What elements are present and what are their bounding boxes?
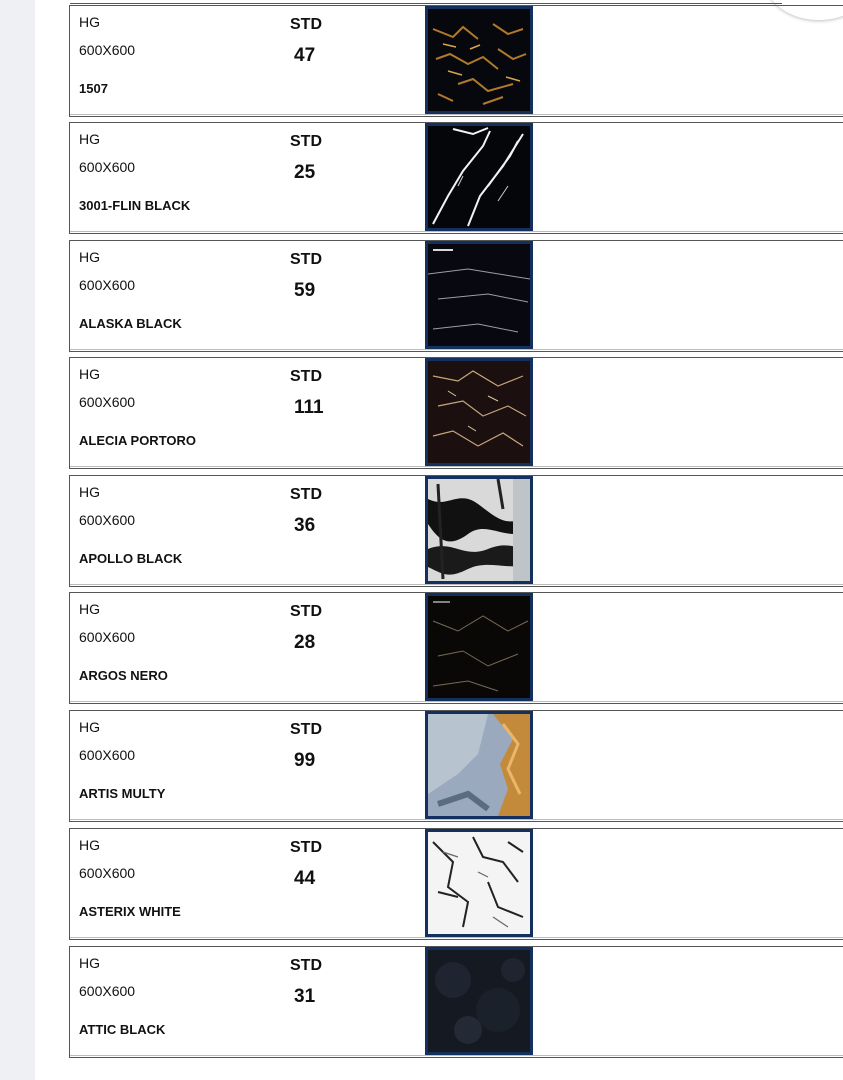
quantity-value: 59	[294, 280, 316, 301]
quantity-value: 99	[294, 750, 316, 771]
series-label: HG	[79, 366, 100, 382]
quantity-value: 28	[294, 632, 316, 653]
series-label: HG	[79, 249, 100, 265]
size-label: 600X600	[79, 629, 136, 645]
series-label: HG	[79, 955, 100, 971]
series-label: HG	[79, 601, 100, 617]
size-label: 600X600	[79, 42, 136, 58]
tile-image	[425, 476, 533, 584]
series-label: HG	[79, 484, 100, 500]
grade-label: STD	[290, 368, 322, 385]
quantity-value: 36	[294, 515, 316, 536]
table-row	[69, 592, 843, 704]
viewer-left-gutter	[0, 0, 35, 1080]
series-label: HG	[79, 837, 100, 853]
tile-image	[425, 123, 533, 231]
product-name: ARTIS MULTY	[79, 786, 166, 801]
size-label: 600X600	[79, 394, 136, 410]
product-name: ARGOS NERO	[79, 668, 168, 683]
quantity-value: 25	[294, 162, 316, 183]
tile-image	[425, 241, 533, 349]
size-label: 600X600	[79, 512, 136, 528]
tile-image	[425, 6, 533, 114]
product-name: ATTIC BLACK	[79, 1022, 166, 1037]
grade-label: STD	[290, 133, 322, 150]
tile-image	[425, 358, 533, 466]
size-label: 600X600	[79, 983, 136, 999]
grade-label: STD	[290, 16, 322, 33]
tile-image	[425, 947, 533, 1055]
grade-label: STD	[290, 839, 322, 856]
table-row	[69, 946, 843, 1058]
table-row	[69, 122, 843, 234]
grade-label: STD	[290, 486, 322, 503]
product-name: ASTERIX WHITE	[79, 904, 181, 919]
product-name: ALECIA PORTORO	[79, 433, 197, 448]
table-row	[69, 710, 843, 822]
grade-label: STD	[290, 721, 322, 738]
quantity-value: 31	[294, 986, 316, 1007]
size-label: 600X600	[79, 865, 136, 881]
tile-image	[425, 829, 533, 937]
size-label: 600X600	[79, 747, 136, 763]
table-row	[69, 240, 843, 352]
product-name: APOLLO BLACK	[79, 551, 183, 566]
series-label: HG	[79, 719, 100, 735]
quantity-value: 47	[294, 45, 316, 66]
table-row	[69, 357, 843, 469]
size-label: 600X600	[79, 277, 136, 293]
table-row	[69, 828, 843, 940]
table-row	[69, 5, 843, 117]
tile-image	[425, 593, 533, 701]
product-name: 1507	[79, 81, 108, 96]
grade-label: STD	[290, 957, 322, 974]
series-label: HG	[79, 131, 100, 147]
quantity-value: 44	[294, 868, 316, 889]
series-label: HG	[79, 14, 100, 30]
table-row	[69, 475, 843, 587]
grade-label: STD	[290, 251, 322, 268]
quantity-value: 111	[294, 397, 324, 418]
product-name: ALASKA BLACK	[79, 316, 182, 331]
table-top-border	[70, 3, 782, 4]
grade-label: STD	[290, 603, 322, 620]
tile-image	[425, 711, 533, 819]
product-name: 3001-FLIN BLACK	[79, 198, 191, 213]
size-label: 600X600	[79, 159, 136, 175]
